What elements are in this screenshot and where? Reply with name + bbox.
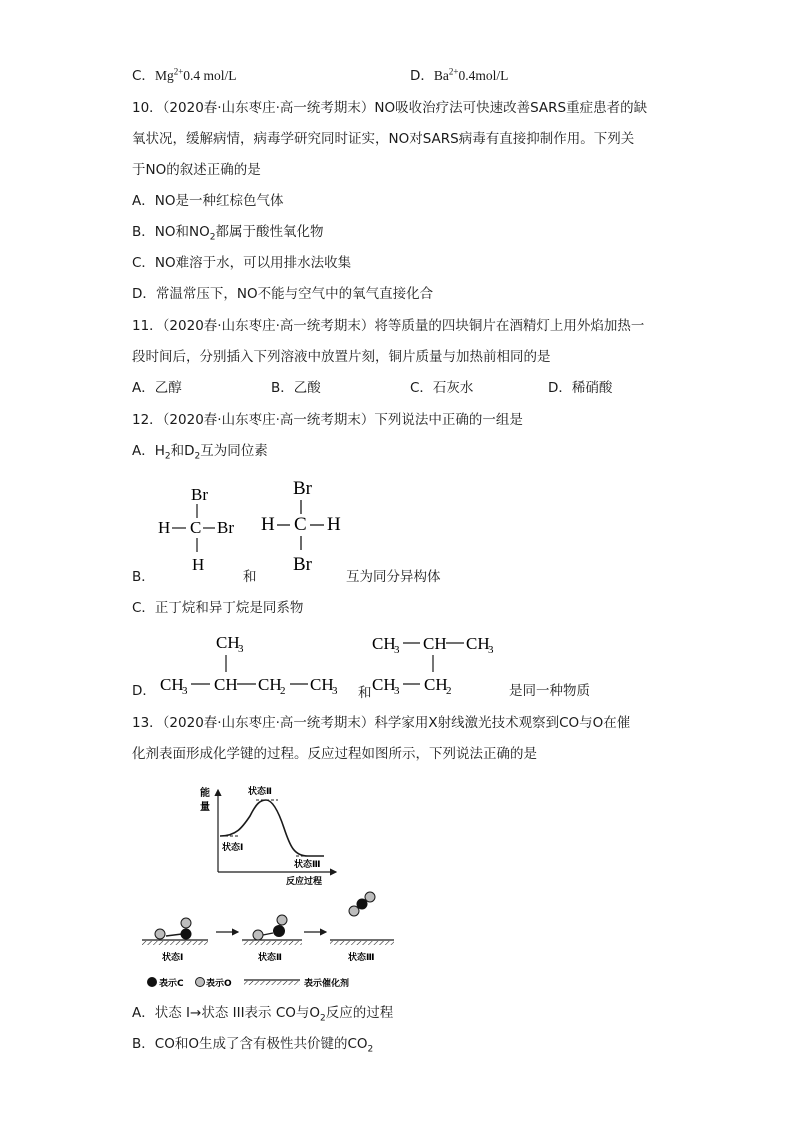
state3-label: 状态Ⅲ	[294, 860, 321, 870]
legend-catalyst-text: 表示催化剂	[304, 979, 350, 989]
state3-molecules	[330, 892, 394, 963]
legend-o-marker	[196, 978, 205, 987]
molecular-states-diagram	[140, 890, 400, 995]
svg-text:CH: CH	[216, 633, 240, 652]
q13-option-b: B．CO和O生成了含有极性共价键的$CO_2$	[132, 1036, 374, 1055]
svg-text:H: H	[261, 514, 275, 535]
x-axis-label: 反应过程	[286, 877, 323, 887]
legend	[147, 977, 349, 989]
svg-text:2: 2	[280, 685, 286, 697]
q12-option-c: C．正丁烷和异丁烷是同系物	[132, 600, 304, 616]
energy-diagram	[196, 780, 346, 890]
svg-text:Br: Br	[191, 485, 208, 504]
molecule-2-methylbutane-alt	[372, 634, 494, 697]
svg-text:Br: Br	[293, 554, 312, 575]
q10-stem-line1: 10．（2020春·山东枣庄·高一统考期末）NO吸收治疗法可快速改善SARS重症患者的缺	[132, 100, 648, 116]
q10-option-b: B．NO和$NO_2$都属于酸性氧化物	[132, 224, 324, 243]
q12-option-d-text: 是同一种物质	[509, 683, 590, 699]
svg-text:Br: Br	[217, 518, 234, 537]
legend-o-text: 表示O	[206, 979, 232, 989]
svg-text:CH: CH	[214, 675, 238, 694]
q11-stem-line1: 11．（2020春·山东枣庄·高一统考期末）将等质量的四块铜片在酒精灯上用外焰加热一	[132, 318, 645, 334]
q10-stem-line3: 于NO的叙述正确的是	[132, 162, 261, 178]
state1-mol-label: 状态Ⅰ	[162, 953, 184, 963]
svg-text:3: 3	[238, 643, 244, 655]
svg-text:C: C	[190, 518, 202, 537]
svg-text:3: 3	[182, 685, 188, 697]
q12-option-b-text: 互为同分异构体	[346, 569, 441, 585]
state2-mol-label: 状态Ⅱ	[258, 953, 282, 963]
svg-text:3: 3	[488, 644, 494, 656]
q11-option-c: C．石灰水	[410, 380, 474, 396]
svg-text:CH: CH	[423, 634, 447, 653]
q9-option-d: D．$Ba^{2+}0.4mol/L$	[410, 66, 509, 84]
q11-option-d: D．稀硝酸	[548, 380, 613, 396]
legend-catalyst-marker	[244, 981, 300, 985]
svg-text:3: 3	[394, 644, 400, 656]
q12-option-b-label: B．	[132, 569, 155, 585]
q13-option-a: A．状态 I→状态 III表示 CO与$O_2$反应的过程	[132, 1005, 394, 1024]
q12-option-d-label: D．	[132, 683, 156, 699]
q13-stem-line2: 化剂表面形成化学键的过程。反应过程如图所示，下列说法正确的是	[132, 746, 537, 762]
q12-b-structures	[150, 478, 350, 578]
q11-option-a: A．乙醇	[132, 380, 182, 396]
legend-c-marker	[147, 977, 157, 987]
legend-c-text: 表示C	[159, 979, 184, 989]
molecule-2-methylbutane	[160, 633, 338, 697]
energy-label-2: 量	[200, 802, 210, 813]
q12-d-structures	[150, 628, 510, 698]
q12-option-b-and: 和	[243, 569, 257, 585]
q11-stem-line2: 段时间后，分别插入下列溶液中放置片刻，铜片质量与加热前相同的是	[132, 349, 551, 365]
q10-stem-line2: 氧状况，缓解病情，病毒学研究同时证实，NO对SARS病毒有直接抑制作用。下列关	[132, 131, 635, 147]
state3-mol-label: 状态Ⅲ	[348, 953, 375, 963]
svg-text:CH: CH	[424, 675, 448, 694]
q12-option-a: A．$H_2$和$D_2$互为同位素	[132, 443, 268, 462]
svg-text:3: 3	[394, 685, 400, 697]
energy-label-1: 能	[200, 788, 210, 799]
svg-text:C: C	[294, 514, 307, 535]
q10-option-d: D．常温常压下，NO不能与空气中的氧气直接化合	[132, 286, 434, 302]
state2-molecules	[242, 915, 302, 963]
q12-option-d-and: 和	[358, 685, 372, 701]
svg-text:Br: Br	[293, 478, 312, 499]
svg-text:CH: CH	[258, 675, 282, 694]
svg-text:CH: CH	[466, 634, 490, 653]
q10-option-a: A．NO是一种红棕色气体	[132, 193, 284, 209]
svg-text:CH: CH	[160, 675, 184, 694]
svg-text:H: H	[158, 518, 171, 537]
state1-label: 状态Ⅰ	[222, 843, 244, 853]
svg-text:CH: CH	[310, 675, 334, 694]
state2-label: 状态Ⅱ	[248, 787, 272, 797]
svg-text:CH: CH	[372, 675, 396, 694]
svg-text:CH: CH	[372, 634, 396, 653]
q9-option-c: C．$Mg^{2+}0.4$ mol/L	[132, 66, 237, 84]
molecule-ch2br2-2	[261, 478, 341, 575]
svg-text:H: H	[192, 555, 205, 574]
q12-stem: 12．（2020春·山东枣庄·高一统考期末）下列说法中正确的一组是	[132, 412, 523, 428]
q11-option-b: B．乙酸	[271, 380, 321, 396]
molecule-ch2br2-1	[158, 485, 234, 574]
q10-option-c: C．NO难溶于水，可以用排水法收集	[132, 255, 352, 271]
q13-stem-line1: 13．（2020春·山东枣庄·高一统考期末）科学家用X射线激光技术观察到CO与O在催	[132, 715, 631, 731]
state1-molecules	[142, 918, 208, 963]
svg-text:2: 2	[446, 685, 452, 697]
svg-text:H: H	[327, 514, 341, 535]
svg-text:3: 3	[332, 685, 338, 697]
